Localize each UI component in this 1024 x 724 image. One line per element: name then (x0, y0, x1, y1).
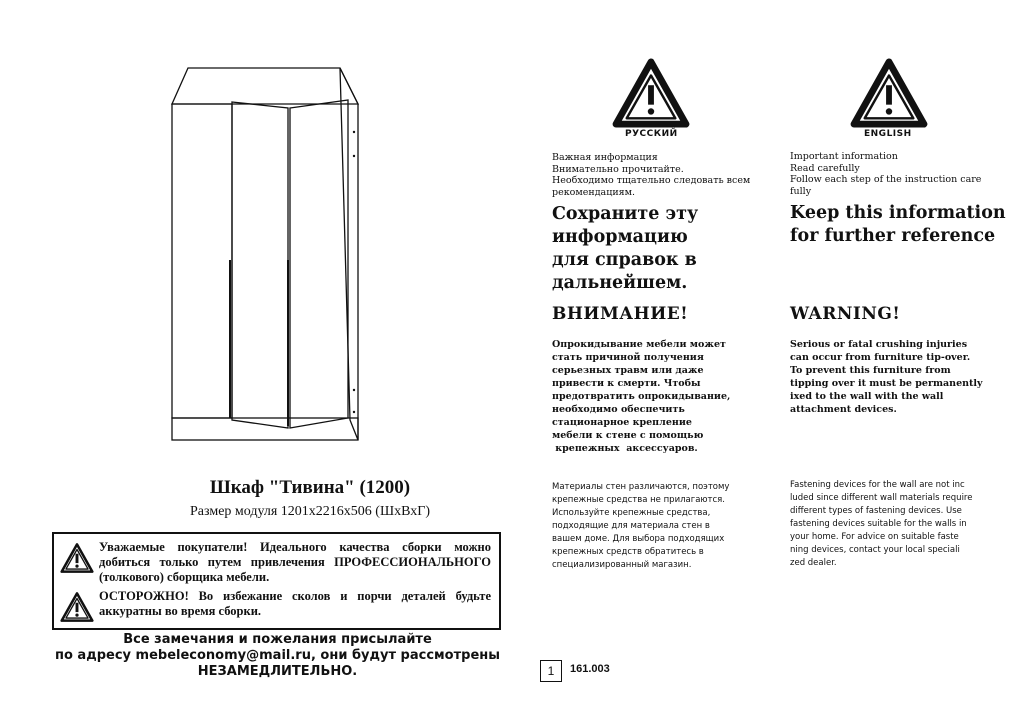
text-line: необходимо обеспечить (552, 404, 685, 415)
product-title: Шкаф "Тивина" (1200) (209, 477, 411, 498)
warning-heading-english: WARNING! (790, 304, 901, 324)
text-line: Important information (790, 151, 898, 162)
text-line: дальнейшем. (552, 273, 688, 293)
text-line: Read carefully (790, 162, 860, 174)
text-line: подходящие для материала стен в (552, 521, 710, 531)
text-line: стать причиной получения (552, 352, 704, 363)
text-line: To prevent this furniture from (790, 365, 951, 376)
text-line: крепежных аксессуаров. (552, 443, 698, 454)
fastening-info-english (790, 479, 990, 570)
text-line: крепежные средства не прилагаются. (552, 495, 726, 505)
text-line: fully (790, 185, 812, 197)
text-line: крепежных средств обратитесь в (552, 547, 704, 557)
text-line: Внимательно прочитайте. (552, 163, 684, 175)
text-line: different types of fastening devices. Use (790, 506, 962, 516)
page-number: 1 (540, 660, 562, 682)
footer-line: по адресу mebeleconomy@mail.ru, они будут рассмотрены (54, 648, 500, 663)
text-line: рекомендациям. (552, 186, 636, 198)
text-line: attachment devices. (790, 404, 897, 415)
text-line: ning devices, contact your local speciali (790, 545, 960, 555)
warning-triangle-icon (612, 58, 690, 128)
text-line: tipping over it must be permanently (790, 378, 983, 389)
text-line: привести к смерти. Чтобы (552, 378, 701, 389)
text-line: Fastening devices for the wall are not inc (790, 480, 965, 490)
warning-triangle-icon (60, 542, 94, 574)
text-line: Опрокидывание мебели может (552, 339, 726, 350)
important-info-english (790, 151, 990, 197)
text-line: мебели к стене с помощью (552, 430, 704, 441)
text-line: fastening devices suitable for the walls in (790, 519, 967, 529)
feedback-footer (50, 632, 505, 680)
notice-careful-assembly: ОСТОРОЖНО! Во избежание сколов и порчи деталей будьте аккуратны во время сборки. (99, 589, 491, 618)
text-line: Необходимо тщательно следовать всем (552, 175, 751, 186)
text-line: ixed to the wall with the wall (790, 391, 944, 402)
text-line: can occur from furniture tip-over. (790, 352, 971, 363)
document-code: 161.003 (570, 663, 610, 675)
warning-triangle-icon (850, 58, 928, 128)
text-line: Материалы стен различаются, поэтому (552, 482, 730, 492)
keep-info-russian (552, 203, 752, 295)
assembly-notice-box (52, 532, 501, 630)
text-line: предотвратить опрокидывание, (552, 391, 731, 402)
footer-line: НЕЗАМЕДЛИТЕЛЬНО. (197, 664, 358, 679)
fastening-info-russian (552, 481, 752, 572)
wardrobe-drawing (160, 60, 380, 460)
keep-info-english (790, 202, 1020, 248)
important-info-russian (552, 152, 752, 198)
notice-professional-assembly: Уважаемые покупатели! Идеального качества сборки можно добиться только путем привлечения ПРОФЕССИОНАЛЬНОГО (толкового) сборщика мебели. (99, 540, 491, 584)
language-label-russian: РУССКИЙ (625, 129, 678, 139)
text-line: серьезных травм или даже (552, 365, 704, 376)
text-line: информацию (552, 227, 688, 247)
text-line: your home. For advice on suitable faste (790, 532, 959, 542)
text-line: Keep this information (790, 203, 1006, 223)
text-line: для справок в (552, 250, 697, 270)
warning-body-english (790, 338, 990, 416)
warning-body-russian (552, 338, 752, 455)
text-line: luded since different wall materials require (790, 493, 973, 503)
text-line: for further reference (790, 226, 996, 246)
text-line: специализированный магазин. (552, 560, 692, 570)
text-line: Serious or fatal crushing injuries (790, 339, 968, 350)
product-dimensions: Размер модуля 1201х2216х506 (ШхВхГ) (190, 504, 430, 519)
text-line: Используйте крепежные средства, (552, 508, 711, 518)
warning-triangle-icon (60, 591, 94, 623)
warning-heading-russian: ВНИМАНИЕ! (552, 304, 689, 324)
language-label-english: ENGLISH (864, 129, 912, 139)
footer-line: Все замечания и пожелания присылайте (123, 632, 432, 647)
text-line: Важная информация (552, 152, 658, 163)
text-line: Follow each step of the instruction care (790, 174, 982, 185)
text-line: стационарное крепление (552, 417, 692, 428)
text-line: zed dealer. (790, 558, 837, 568)
text-line: Сохраните эту (552, 204, 699, 224)
text-line: вашем доме. Для выбора подходящих (552, 534, 725, 544)
